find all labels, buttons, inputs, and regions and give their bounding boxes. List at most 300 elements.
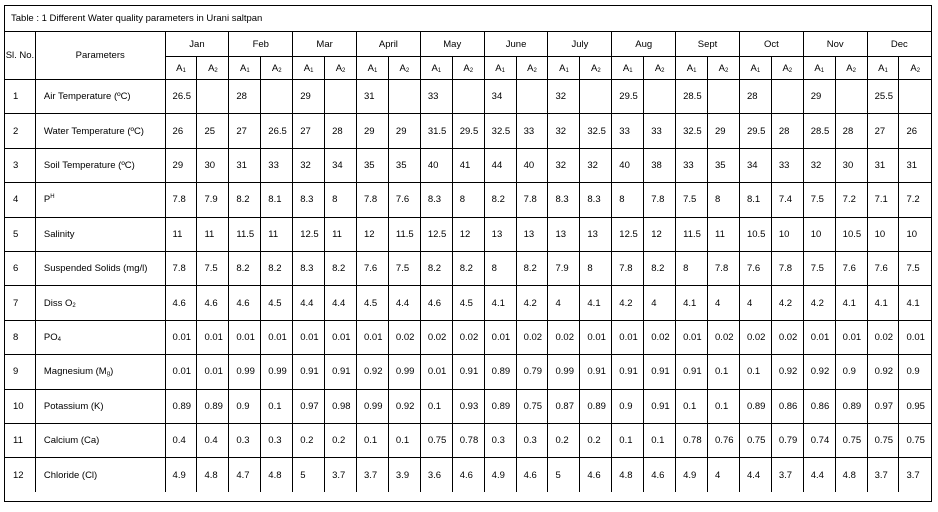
table-row <box>5 458 931 492</box>
table-row <box>5 183 931 217</box>
value-cell: 11.5 <box>229 217 261 251</box>
value-cell: 8.2 <box>644 251 676 285</box>
value-cell: 0.1 <box>357 423 389 457</box>
value-cell: 3.7 <box>899 458 931 492</box>
sample-a1-header: A1 <box>676 57 708 80</box>
value-cell: 7.5 <box>899 251 931 285</box>
value-cell: 4.9 <box>676 458 708 492</box>
sample-a1-header: A1 <box>357 57 389 80</box>
value-cell <box>644 80 676 114</box>
value-cell: 12 <box>452 217 484 251</box>
sample-a2-header: A2 <box>388 57 420 80</box>
value-cell: 12 <box>644 217 676 251</box>
table-row <box>5 355 931 389</box>
value-cell: 0.2 <box>548 423 580 457</box>
value-cell: 0.9 <box>899 355 931 389</box>
value-cell: 0.02 <box>452 320 484 354</box>
value-cell: 8.3 <box>293 251 325 285</box>
sample-a2-header: A2 <box>771 57 803 80</box>
value-cell: 3.7 <box>357 458 389 492</box>
value-cell: 11.5 <box>676 217 708 251</box>
value-cell: 7.6 <box>357 251 389 285</box>
value-cell: 8.2 <box>420 251 452 285</box>
value-cell: 8.2 <box>516 251 548 285</box>
value-cell: 4.2 <box>803 286 835 320</box>
value-cell: 4.5 <box>261 286 293 320</box>
value-cell: 28.5 <box>676 80 708 114</box>
value-cell: 0.92 <box>867 355 899 389</box>
value-cell: 28 <box>771 114 803 148</box>
value-cell: 7.4 <box>771 183 803 217</box>
value-cell: 13 <box>516 217 548 251</box>
value-cell: 0.3 <box>484 423 516 457</box>
value-cell: 12 <box>357 217 389 251</box>
value-cell: 0.1 <box>708 355 740 389</box>
value-cell: 4.4 <box>739 458 771 492</box>
value-cell: 0.01 <box>420 355 452 389</box>
value-cell: 28 <box>325 114 357 148</box>
value-cell: 4.8 <box>612 458 644 492</box>
value-cell <box>197 80 229 114</box>
value-cell: 7.5 <box>803 183 835 217</box>
value-cell: 0.02 <box>388 320 420 354</box>
value-cell: 12.5 <box>293 217 325 251</box>
value-cell: 33 <box>612 114 644 148</box>
sl-no-cell: 6 <box>5 251 35 285</box>
value-cell: 0.1 <box>708 389 740 423</box>
value-cell: 8 <box>676 251 708 285</box>
sample-a2-header: A2 <box>325 57 357 80</box>
value-cell: 7.8 <box>771 251 803 285</box>
value-cell: 0.91 <box>644 389 676 423</box>
value-cell: 33 <box>676 148 708 182</box>
value-cell: 0.75 <box>899 423 931 457</box>
value-cell: 4.4 <box>388 286 420 320</box>
value-cell: 4.6 <box>165 286 197 320</box>
value-cell: 10.5 <box>739 217 771 251</box>
value-cell: 0.91 <box>612 355 644 389</box>
table-row <box>5 423 931 457</box>
value-cell: 4 <box>708 286 740 320</box>
parameter-cell: Chloride (Cl) <box>35 458 165 492</box>
value-cell: 13 <box>484 217 516 251</box>
value-cell: 0.01 <box>484 320 516 354</box>
value-cell: 10 <box>771 217 803 251</box>
value-cell: 0.89 <box>580 389 612 423</box>
value-cell: 0.75 <box>867 423 899 457</box>
parameter-cell: PO4 <box>35 320 165 354</box>
value-cell: 7.6 <box>388 183 420 217</box>
value-cell: 35 <box>357 148 389 182</box>
month-header: Jan <box>165 32 229 57</box>
value-cell: 0.01 <box>165 355 197 389</box>
value-cell: 29.5 <box>612 80 644 114</box>
value-cell: 26 <box>899 114 931 148</box>
value-cell: 3.7 <box>867 458 899 492</box>
value-cell: 8.2 <box>229 251 261 285</box>
value-cell: 29.5 <box>452 114 484 148</box>
sl-no-cell: 9 <box>5 355 35 389</box>
value-cell: 0.01 <box>612 320 644 354</box>
sample-a1-header: A1 <box>484 57 516 80</box>
value-cell <box>388 80 420 114</box>
value-cell: 0.2 <box>293 423 325 457</box>
value-cell: 26 <box>165 114 197 148</box>
value-cell: 4.2 <box>516 286 548 320</box>
value-cell: 3.7 <box>771 458 803 492</box>
sl-no-cell: 4 <box>5 183 35 217</box>
value-cell: 13 <box>548 217 580 251</box>
value-cell: 8 <box>612 183 644 217</box>
sample-a1-header: A1 <box>739 57 771 80</box>
value-cell: 4.4 <box>803 458 835 492</box>
value-cell: 0.01 <box>899 320 931 354</box>
sl-no-cell: 11 <box>5 423 35 457</box>
value-cell: 0.75 <box>516 389 548 423</box>
value-cell: 0.9 <box>612 389 644 423</box>
value-cell: 0.89 <box>165 389 197 423</box>
value-cell: 44 <box>484 148 516 182</box>
month-header: Oct <box>739 32 803 57</box>
value-cell: 4.6 <box>516 458 548 492</box>
value-cell: 0.02 <box>739 320 771 354</box>
value-cell: 8.3 <box>293 183 325 217</box>
parameter-cell: Magnesium (Mg) <box>35 355 165 389</box>
sample-a2-header: A2 <box>261 57 293 80</box>
value-cell: 0.01 <box>835 320 867 354</box>
value-cell: 0.79 <box>516 355 548 389</box>
sample-a1-header: A1 <box>165 57 197 80</box>
value-cell: 5 <box>293 458 325 492</box>
value-cell: 11 <box>261 217 293 251</box>
value-cell: 0.87 <box>548 389 580 423</box>
value-cell: 0.01 <box>261 320 293 354</box>
value-cell: 8 <box>580 251 612 285</box>
value-cell: 35 <box>708 148 740 182</box>
value-cell: 10 <box>803 217 835 251</box>
sl-no-cell: 5 <box>5 217 35 251</box>
value-cell: 25 <box>197 114 229 148</box>
sample-a1-header: A1 <box>548 57 580 80</box>
value-cell: 4 <box>708 458 740 492</box>
value-cell: 32 <box>548 80 580 114</box>
value-cell: 10 <box>899 217 931 251</box>
value-cell: 35 <box>388 148 420 182</box>
value-cell: 0.1 <box>261 389 293 423</box>
value-cell: 7.8 <box>165 183 197 217</box>
value-cell: 31 <box>357 80 389 114</box>
value-cell: 0.79 <box>771 423 803 457</box>
value-cell: 4.1 <box>867 286 899 320</box>
value-cell: 11.5 <box>388 217 420 251</box>
table-row <box>5 114 931 148</box>
value-cell: 8.2 <box>229 183 261 217</box>
value-cell: 0.02 <box>867 320 899 354</box>
table-row <box>5 251 931 285</box>
value-cell: 4.6 <box>229 286 261 320</box>
value-cell: 34 <box>739 148 771 182</box>
value-cell: 7.6 <box>867 251 899 285</box>
table-body <box>5 80 931 493</box>
value-cell: 32 <box>580 148 612 182</box>
value-cell: 30 <box>197 148 229 182</box>
table-row <box>5 217 931 251</box>
value-cell: 4.7 <box>229 458 261 492</box>
value-cell: 0.95 <box>899 389 931 423</box>
sample-a2-header: A2 <box>835 57 867 80</box>
value-cell: 13 <box>580 217 612 251</box>
value-cell: 0.99 <box>261 355 293 389</box>
value-cell: 0.1 <box>739 355 771 389</box>
parameter-cell: Salinity <box>35 217 165 251</box>
value-cell: 8.2 <box>452 251 484 285</box>
value-cell: 0.01 <box>197 355 229 389</box>
value-cell <box>325 80 357 114</box>
value-cell: 0.9 <box>229 389 261 423</box>
value-cell: 0.92 <box>771 355 803 389</box>
value-cell: 4.9 <box>484 458 516 492</box>
value-cell: 32 <box>293 148 325 182</box>
month-header: Aug <box>612 32 676 57</box>
month-header: May <box>420 32 484 57</box>
value-cell: 0.91 <box>452 355 484 389</box>
sl-no-cell: 7 <box>5 286 35 320</box>
value-cell: 4 <box>548 286 580 320</box>
value-cell: 0.1 <box>644 423 676 457</box>
value-cell: 0.99 <box>357 389 389 423</box>
value-cell: 4 <box>739 286 771 320</box>
value-cell: 33 <box>261 148 293 182</box>
value-cell: 4.4 <box>293 286 325 320</box>
value-cell <box>708 80 740 114</box>
value-cell: 33 <box>771 148 803 182</box>
value-cell: 4.1 <box>676 286 708 320</box>
value-cell: 4.8 <box>261 458 293 492</box>
value-cell: 0.01 <box>803 320 835 354</box>
value-cell: 4.1 <box>899 286 931 320</box>
month-header: Nov <box>803 32 867 57</box>
value-cell: 29 <box>357 114 389 148</box>
value-cell: 7.5 <box>197 251 229 285</box>
value-cell: 7.6 <box>835 251 867 285</box>
value-cell: 33 <box>420 80 452 114</box>
sl-no-cell: 12 <box>5 458 35 492</box>
value-cell: 0.89 <box>484 389 516 423</box>
sample-a2-header: A2 <box>197 57 229 80</box>
value-cell <box>452 80 484 114</box>
value-cell: 0.02 <box>708 320 740 354</box>
value-cell: 29.5 <box>739 114 771 148</box>
value-cell <box>835 80 867 114</box>
value-cell: 4.6 <box>452 458 484 492</box>
value-cell: 7.2 <box>835 183 867 217</box>
value-cell: 4.4 <box>325 286 357 320</box>
value-cell: 0.2 <box>580 423 612 457</box>
sample-a2-header: A2 <box>516 57 548 80</box>
table-frame <box>4 5 932 502</box>
value-cell: 12.5 <box>420 217 452 251</box>
value-cell: 28 <box>835 114 867 148</box>
value-cell: 0.4 <box>197 423 229 457</box>
value-cell: 4.8 <box>835 458 867 492</box>
value-cell: 0.02 <box>516 320 548 354</box>
value-cell: 0.97 <box>293 389 325 423</box>
value-cell: 32 <box>803 148 835 182</box>
value-cell: 0.01 <box>676 320 708 354</box>
sample-a1-header: A1 <box>803 57 835 80</box>
value-cell: 0.75 <box>420 423 452 457</box>
value-cell: 0.4 <box>165 423 197 457</box>
value-cell: 0.86 <box>771 389 803 423</box>
value-cell: 40 <box>516 148 548 182</box>
sl-no-cell: 2 <box>5 114 35 148</box>
value-cell: 3.6 <box>420 458 452 492</box>
value-cell: 31 <box>899 148 931 182</box>
value-cell: 0.01 <box>165 320 197 354</box>
value-cell: 12.5 <box>612 217 644 251</box>
value-cell: 0.2 <box>325 423 357 457</box>
value-cell: 4.9 <box>165 458 197 492</box>
parameter-cell: Suspended Solids (mg/l) <box>35 251 165 285</box>
value-cell: 26.5 <box>261 114 293 148</box>
value-cell: 8.3 <box>548 183 580 217</box>
value-cell: 7.8 <box>516 183 548 217</box>
value-cell: 0.75 <box>835 423 867 457</box>
value-cell: 31 <box>229 148 261 182</box>
table-row <box>5 389 931 423</box>
parameter-cell: Potassium (K) <box>35 389 165 423</box>
value-cell: 0.02 <box>771 320 803 354</box>
value-cell: 5 <box>548 458 580 492</box>
value-cell: 7.8 <box>165 251 197 285</box>
sl-no-cell: 1 <box>5 80 35 114</box>
table-row <box>5 80 931 114</box>
value-cell: 29 <box>708 114 740 148</box>
sl-no-header: Sl. No. <box>5 32 35 80</box>
value-cell: 33 <box>516 114 548 148</box>
value-cell: 32 <box>548 114 580 148</box>
parameter-cell: Water Temperature (ºC) <box>35 114 165 148</box>
value-cell: 32.5 <box>580 114 612 148</box>
month-header: April <box>357 32 421 57</box>
value-cell: 0.01 <box>357 320 389 354</box>
value-cell: 0.92 <box>803 355 835 389</box>
value-cell: 10.5 <box>835 217 867 251</box>
value-cell: 7.5 <box>676 183 708 217</box>
value-cell: 4.6 <box>644 458 676 492</box>
value-cell: 0.92 <box>388 389 420 423</box>
table-caption: Table : 1 Different Water quality parameters in Urani saltpan <box>5 6 931 32</box>
sample-a1-header: A1 <box>612 57 644 80</box>
value-cell: 8.3 <box>420 183 452 217</box>
value-cell: 27 <box>293 114 325 148</box>
value-cell <box>580 80 612 114</box>
value-cell: 3.7 <box>325 458 357 492</box>
value-cell: 0.9 <box>835 355 867 389</box>
value-cell: 0.91 <box>676 355 708 389</box>
value-cell: 0.02 <box>548 320 580 354</box>
value-cell: 8 <box>708 183 740 217</box>
value-cell: 32.5 <box>484 114 516 148</box>
sample-a1-header: A1 <box>293 57 325 80</box>
sample-a2-header: A2 <box>708 57 740 80</box>
value-cell: 0.1 <box>612 423 644 457</box>
value-cell: 0.01 <box>580 320 612 354</box>
value-cell <box>516 80 548 114</box>
value-cell: 7.9 <box>197 183 229 217</box>
parameter-cell: Air Temperature (ºC) <box>35 80 165 114</box>
value-cell: 0.89 <box>484 355 516 389</box>
value-cell: 0.01 <box>293 320 325 354</box>
value-cell: 7.5 <box>803 251 835 285</box>
value-cell: 40 <box>612 148 644 182</box>
value-cell: 7.5 <box>388 251 420 285</box>
parameter-cell: Diss O2 <box>35 286 165 320</box>
value-cell: 8.1 <box>739 183 771 217</box>
value-cell: 4 <box>644 286 676 320</box>
value-cell: 28 <box>229 80 261 114</box>
value-cell: 0.91 <box>293 355 325 389</box>
value-cell: 8.3 <box>580 183 612 217</box>
value-cell: 0.99 <box>388 355 420 389</box>
value-cell: 27 <box>229 114 261 148</box>
value-cell: 4.2 <box>612 286 644 320</box>
value-cell: 31.5 <box>420 114 452 148</box>
value-cell: 32 <box>548 148 580 182</box>
sample-a2-header: A2 <box>580 57 612 80</box>
value-cell: 0.3 <box>261 423 293 457</box>
value-cell: 29 <box>388 114 420 148</box>
value-cell: 8 <box>484 251 516 285</box>
value-cell: 28 <box>739 80 771 114</box>
value-cell: 10 <box>867 217 899 251</box>
value-cell: 4.1 <box>835 286 867 320</box>
value-cell: 41 <box>452 148 484 182</box>
value-cell: 7.8 <box>644 183 676 217</box>
value-cell: 4.2 <box>771 286 803 320</box>
sl-no-cell: 3 <box>5 148 35 182</box>
value-cell: 34 <box>484 80 516 114</box>
value-cell: 8.2 <box>325 251 357 285</box>
value-cell: 31 <box>867 148 899 182</box>
value-cell: 8.2 <box>261 251 293 285</box>
water-quality-table <box>5 32 931 492</box>
value-cell: 7.8 <box>708 251 740 285</box>
value-cell <box>261 80 293 114</box>
month-header: June <box>484 32 548 57</box>
value-cell: 8.2 <box>484 183 516 217</box>
value-cell: 0.91 <box>325 355 357 389</box>
parameter-cell: Calcium (Ca) <box>35 423 165 457</box>
value-cell: 30 <box>835 148 867 182</box>
value-cell: 7.6 <box>739 251 771 285</box>
value-cell: 28.5 <box>803 114 835 148</box>
value-cell: 0.01 <box>197 320 229 354</box>
value-cell: 4.6 <box>197 286 229 320</box>
value-cell: 0.78 <box>676 423 708 457</box>
value-cell: 29 <box>165 148 197 182</box>
value-cell: 7.9 <box>548 251 580 285</box>
value-cell: 0.86 <box>803 389 835 423</box>
parameter-cell: $P^H$ <box>35 183 165 217</box>
value-cell: 38 <box>644 148 676 182</box>
value-cell: 0.91 <box>644 355 676 389</box>
value-cell: 7.8 <box>612 251 644 285</box>
value-cell: 27 <box>867 114 899 148</box>
value-cell <box>771 80 803 114</box>
value-cell: 0.76 <box>708 423 740 457</box>
parameter-cell: Soil Temperature (ºC) <box>35 148 165 182</box>
